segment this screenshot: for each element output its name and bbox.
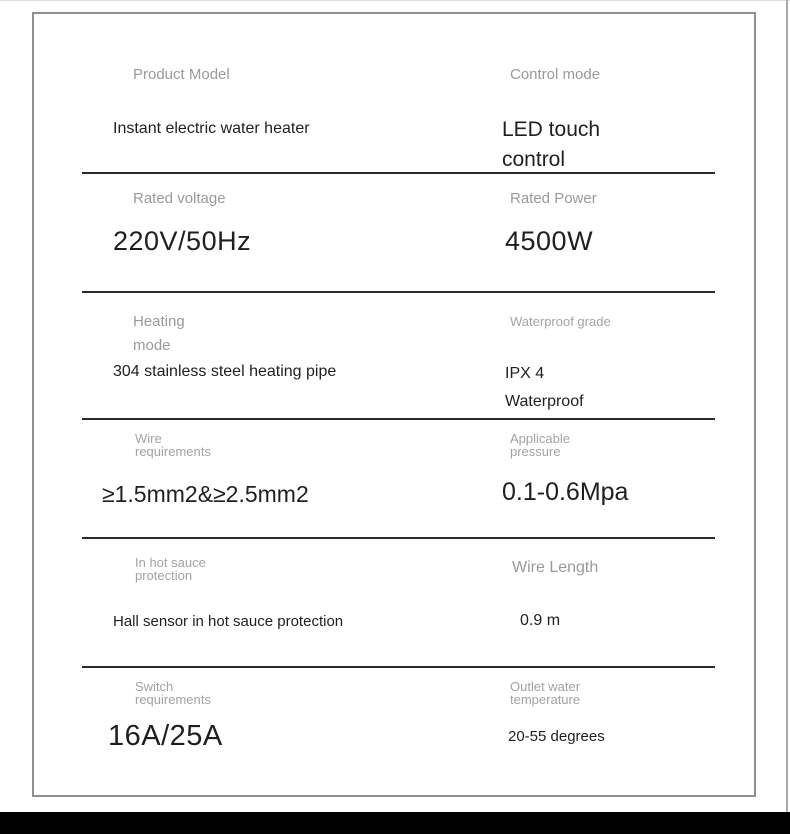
section-divider bbox=[82, 666, 715, 668]
value-hot-sauce-protection: Hall sensor in hot sauce protection bbox=[113, 613, 344, 630]
label-rated-voltage: Rated voltage bbox=[133, 190, 226, 207]
label-wire-requirements: Wire requirements bbox=[135, 431, 211, 459]
section-divider bbox=[82, 418, 715, 420]
value-switch-requirements: 16A/25A bbox=[108, 720, 223, 752]
label-applicable-pressure: Applicable pressure bbox=[510, 431, 570, 459]
value-applicable-pressure: 0.1-0.6Mpa bbox=[502, 478, 629, 506]
value-heating-mode: 304 stainless steel heating pipe bbox=[113, 363, 337, 380]
label-outlet-water-temperature: Outlet water temperature bbox=[510, 679, 581, 707]
label-heating-mode: Heating mode bbox=[133, 313, 185, 354]
section-divider bbox=[82, 537, 715, 539]
section-divider bbox=[82, 172, 715, 174]
spec-card bbox=[32, 12, 756, 797]
value-rated-power: 4500W bbox=[505, 226, 594, 256]
value-wire-requirements: ≥1.5mm2&≥2.5mm2 bbox=[102, 481, 309, 507]
label-waterproof-grade: Waterproof grade bbox=[510, 314, 611, 329]
bottom-black-bar bbox=[0, 812, 790, 834]
label-control-mode: Control mode bbox=[510, 66, 601, 83]
section-divider bbox=[82, 291, 715, 293]
value-waterproof-grade: IPX 4 Waterproof bbox=[505, 365, 584, 410]
label-hot-sauce-protection: In hot sauce protection bbox=[135, 555, 206, 583]
label-wire-length: Wire Length bbox=[512, 559, 599, 576]
value-outlet-water-temperature: 20-55 degrees bbox=[508, 728, 605, 745]
value-product-model: Instant electric water heater bbox=[113, 120, 310, 137]
page-right-edge-line bbox=[786, 0, 788, 812]
page-top-edge-line bbox=[0, 0, 790, 1]
label-switch-requirements: Switch requirements bbox=[135, 679, 211, 707]
value-wire-length: 0.9 m bbox=[520, 612, 561, 629]
value-rated-voltage: 220V/50Hz bbox=[113, 226, 252, 256]
label-product-model: Product Model bbox=[133, 66, 230, 83]
value-control-mode: LED touch control bbox=[502, 118, 601, 171]
label-rated-power: Rated Power bbox=[510, 190, 597, 207]
